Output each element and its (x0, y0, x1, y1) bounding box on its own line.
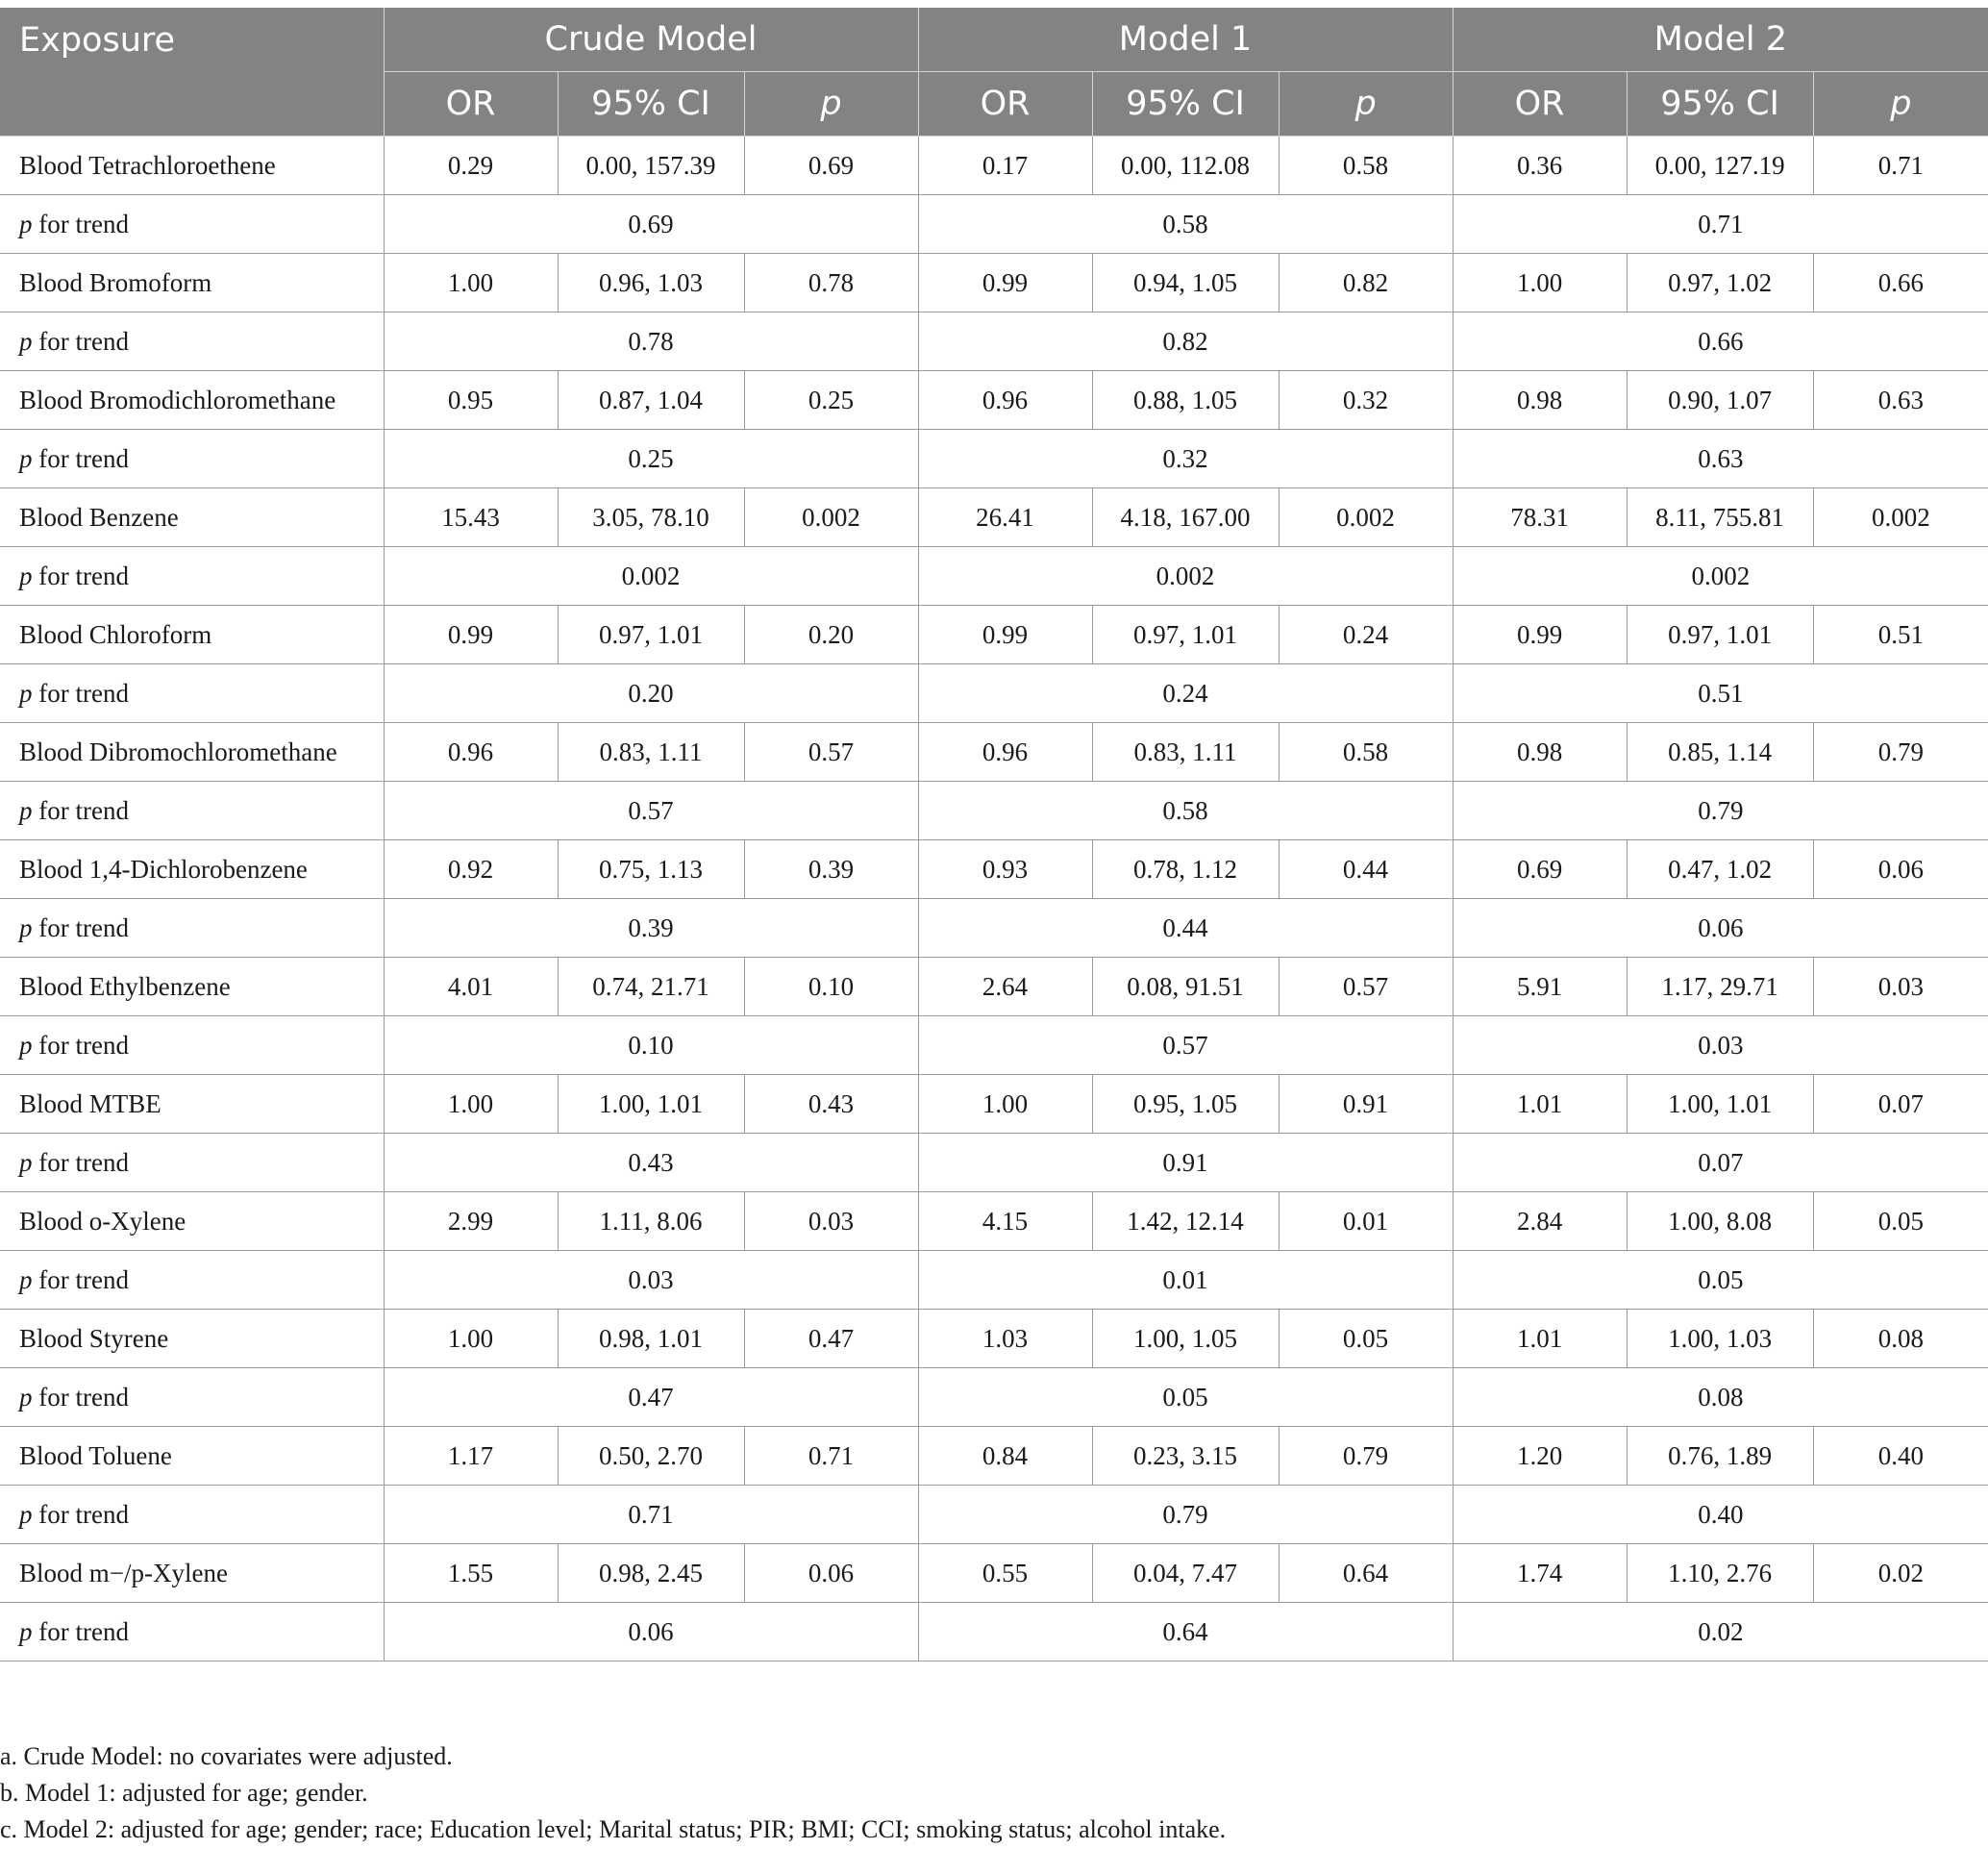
p-value: 0.78 (744, 254, 918, 312)
or-value: 0.98 (1453, 371, 1627, 430)
exposure-label: Blood Chloroform (0, 606, 384, 664)
table-row (0, 723, 1988, 782)
or-value: 1.00 (918, 1075, 1092, 1134)
trend-row (0, 1134, 1988, 1192)
or-value: 0.84 (918, 1427, 1092, 1486)
ci-value: 0.88, 1.05 (1092, 371, 1279, 430)
or-value: 1.17 (384, 1427, 558, 1486)
trend-value: 0.78 (384, 312, 918, 371)
ci-value: 0.75, 1.13 (558, 840, 744, 899)
p-value: 0.69 (744, 137, 918, 195)
trend-label-text: for trend (32, 678, 129, 708)
ci-header: 95% CI (558, 72, 744, 137)
or-value: 2.64 (918, 958, 1092, 1016)
trend-value: 0.58 (918, 195, 1453, 254)
trend-value: 0.03 (1453, 1016, 1988, 1075)
trend-value: 0.25 (384, 430, 918, 488)
trend-value: 0.05 (918, 1368, 1453, 1427)
trend-value: 0.06 (1453, 899, 1988, 958)
ci-value: 1.00, 1.01 (558, 1075, 744, 1134)
p-value: 0.03 (744, 1192, 918, 1251)
trend-label (0, 312, 384, 371)
trend-value: 0.05 (1453, 1251, 1988, 1310)
ci-value: 0.97, 1.01 (558, 606, 744, 664)
trend-label-p: p (19, 1616, 33, 1646)
trend-label-text: for trend (32, 1030, 129, 1060)
trend-value: 0.71 (384, 1486, 918, 1544)
exposure-label: Blood Benzene (0, 488, 384, 547)
trend-label-p: p (19, 1382, 33, 1412)
trend-label (0, 1368, 384, 1427)
trend-value: 0.66 (1453, 312, 1988, 371)
trend-label-p: p (19, 209, 33, 238)
exposure-label: Blood Bromodichloromethane (0, 371, 384, 430)
ci-value: 0.97, 1.01 (1627, 606, 1813, 664)
trend-value: 0.24 (918, 664, 1453, 723)
ci-value: 3.05, 78.10 (558, 488, 744, 547)
or-value: 0.29 (384, 137, 558, 195)
footnote-model1: b. Model 1: adjusted for age; gender. (0, 1779, 368, 1807)
trend-row (0, 782, 1988, 840)
p-header: p (1279, 72, 1453, 137)
or-value: 1.01 (1453, 1310, 1627, 1368)
ci-value: 0.96, 1.03 (558, 254, 744, 312)
p-value: 0.20 (744, 606, 918, 664)
trend-row (0, 1486, 1988, 1544)
trend-value: 0.63 (1453, 430, 1988, 488)
table-row (0, 1075, 1988, 1134)
p-value: 0.51 (1813, 606, 1988, 664)
trend-label (0, 547, 384, 606)
or-value: 0.69 (1453, 840, 1627, 899)
p-value: 0.01 (1279, 1192, 1453, 1251)
ci-value: 0.47, 1.02 (1627, 840, 1813, 899)
trend-row (0, 312, 1988, 371)
trend-label-text: for trend (32, 1616, 129, 1646)
exposure-label: Blood 1,4-Dichlorobenzene (0, 840, 384, 899)
exposure-label: Blood Ethylbenzene (0, 958, 384, 1016)
trend-value: 0.58 (918, 782, 1453, 840)
ci-value: 0.50, 2.70 (558, 1427, 744, 1486)
or-value: 0.99 (1453, 606, 1627, 664)
or-value: 26.41 (918, 488, 1092, 547)
ci-value: 0.87, 1.04 (558, 371, 744, 430)
or-value: 1.00 (384, 1310, 558, 1368)
p-value: 0.43 (744, 1075, 918, 1134)
ci-value: 0.04, 7.47 (1092, 1544, 1279, 1603)
trend-value: 0.20 (384, 664, 918, 723)
trend-value: 0.02 (1453, 1603, 1988, 1662)
ci-value: 0.76, 1.89 (1627, 1427, 1813, 1486)
or-value: 1.00 (1453, 254, 1627, 312)
group-header-model1: Model 1 (918, 8, 1453, 72)
p-value: 0.66 (1813, 254, 1988, 312)
p-value: 0.08 (1813, 1310, 1988, 1368)
or-value: 0.17 (918, 137, 1092, 195)
trend-value: 0.10 (384, 1016, 918, 1075)
p-value: 0.03 (1813, 958, 1988, 1016)
trend-value: 0.43 (384, 1134, 918, 1192)
trend-label (0, 195, 384, 254)
or-header: OR (1453, 72, 1627, 137)
table-body (0, 137, 1988, 1662)
ci-value: 0.00, 127.19 (1627, 137, 1813, 195)
or-value: 0.55 (918, 1544, 1092, 1603)
p-value: 0.25 (744, 371, 918, 430)
trend-value: 0.44 (918, 899, 1453, 958)
trend-value: 0.07 (1453, 1134, 1988, 1192)
p-value: 0.40 (1813, 1427, 1988, 1486)
trend-value: 0.79 (1453, 782, 1988, 840)
p-value: 0.05 (1279, 1310, 1453, 1368)
p-value: 0.06 (1813, 840, 1988, 899)
ci-value: 0.08, 91.51 (1092, 958, 1279, 1016)
ci-value: 0.78, 1.12 (1092, 840, 1279, 899)
trend-row (0, 899, 1988, 958)
or-value: 0.96 (918, 723, 1092, 782)
or-value: 0.96 (384, 723, 558, 782)
trend-value: 0.91 (918, 1134, 1453, 1192)
trend-label (0, 1134, 384, 1192)
trend-label-text: for trend (32, 1499, 129, 1529)
or-value: 2.84 (1453, 1192, 1627, 1251)
p-header: p (744, 72, 918, 137)
p-value: 0.24 (1279, 606, 1453, 664)
table-row (0, 371, 1988, 430)
table-row (0, 1544, 1988, 1603)
footnote-crude: a. Crude Model: no covariates were adjusted. (0, 1742, 453, 1770)
exposure-label: Blood o-Xylene (0, 1192, 384, 1251)
ci-value: 1.00, 1.03 (1627, 1310, 1813, 1368)
trend-label (0, 430, 384, 488)
trend-row (0, 195, 1988, 254)
p-value: 0.63 (1813, 371, 1988, 430)
or-value: 0.92 (384, 840, 558, 899)
p-value: 0.91 (1279, 1075, 1453, 1134)
p-value: 0.39 (744, 840, 918, 899)
trend-value: 0.32 (918, 430, 1453, 488)
trend-row (0, 1603, 1988, 1662)
trend-label-p: p (19, 1147, 33, 1177)
p-value: 0.44 (1279, 840, 1453, 899)
trend-value: 0.64 (918, 1603, 1453, 1662)
trend-value: 0.71 (1453, 195, 1988, 254)
ci-header: 95% CI (1627, 72, 1813, 137)
p-value: 0.06 (744, 1544, 918, 1603)
trend-value: 0.57 (918, 1016, 1453, 1075)
trend-label-p: p (19, 1499, 33, 1529)
table-row (0, 606, 1988, 664)
ci-value: 0.94, 1.05 (1092, 254, 1279, 312)
or-value: 0.96 (918, 371, 1092, 430)
ci-value: 1.10, 2.76 (1627, 1544, 1813, 1603)
p-value: 0.002 (1813, 488, 1988, 547)
table-row (0, 840, 1988, 899)
exposure-label: Blood Bromoform (0, 254, 384, 312)
ci-value: 0.90, 1.07 (1627, 371, 1813, 430)
ci-value: 0.83, 1.11 (558, 723, 744, 782)
ci-value: 8.11, 755.81 (1627, 488, 1813, 547)
exposure-label: Blood m−/p-Xylene (0, 1544, 384, 1603)
or-value: 1.00 (384, 254, 558, 312)
trend-row (0, 1016, 1988, 1075)
ci-value: 0.00, 112.08 (1092, 137, 1279, 195)
exposure-label: Blood MTBE (0, 1075, 384, 1134)
p-value: 0.05 (1813, 1192, 1988, 1251)
trend-label-p: p (19, 795, 33, 825)
trend-row (0, 430, 1988, 488)
p-value: 0.64 (1279, 1544, 1453, 1603)
results-table (0, 8, 1988, 1662)
or-value: 0.36 (1453, 137, 1627, 195)
trend-value: 0.82 (918, 312, 1453, 371)
exposure-label: Blood Styrene (0, 1310, 384, 1368)
p-value: 0.58 (1279, 137, 1453, 195)
table-row (0, 488, 1988, 547)
trend-label-text: for trend (32, 1264, 129, 1294)
p-value: 0.58 (1279, 723, 1453, 782)
ci-value: 0.95, 1.05 (1092, 1075, 1279, 1134)
or-header: OR (384, 72, 558, 137)
trend-value: 0.002 (1453, 547, 1988, 606)
ci-value: 0.97, 1.02 (1627, 254, 1813, 312)
ci-value: 4.18, 167.00 (1092, 488, 1279, 547)
trend-value: 0.06 (384, 1603, 918, 1662)
p-value: 0.82 (1279, 254, 1453, 312)
ci-value: 0.85, 1.14 (1627, 723, 1813, 782)
or-value: 1.00 (384, 1075, 558, 1134)
trend-label (0, 664, 384, 723)
ci-value: 0.98, 1.01 (558, 1310, 744, 1368)
p-value: 0.57 (744, 723, 918, 782)
trend-value: 0.47 (384, 1368, 918, 1427)
or-value: 0.98 (1453, 723, 1627, 782)
trend-value: 0.39 (384, 899, 918, 958)
or-value: 0.99 (918, 606, 1092, 664)
p-header: p (1813, 72, 1988, 137)
trend-value: 0.51 (1453, 664, 1988, 723)
or-value: 1.03 (918, 1310, 1092, 1368)
table-row (0, 1192, 1988, 1251)
p-value: 0.57 (1279, 958, 1453, 1016)
group-header-crude: Crude Model (384, 8, 918, 72)
ci-value: 0.74, 21.71 (558, 958, 744, 1016)
or-header: OR (918, 72, 1092, 137)
or-value: 0.93 (918, 840, 1092, 899)
trend-row (0, 547, 1988, 606)
table-row (0, 1310, 1988, 1368)
trend-value: 0.08 (1453, 1368, 1988, 1427)
trend-value: 0.69 (384, 195, 918, 254)
or-value: 4.01 (384, 958, 558, 1016)
ci-value: 0.97, 1.01 (1092, 606, 1279, 664)
or-value: 5.91 (1453, 958, 1627, 1016)
trend-value: 0.03 (384, 1251, 918, 1310)
p-value: 0.10 (744, 958, 918, 1016)
trend-label (0, 1486, 384, 1544)
trend-label-text: for trend (32, 326, 129, 356)
trend-label (0, 1603, 384, 1662)
trend-label-p: p (19, 561, 33, 590)
exposure-label: Blood Dibromochloromethane (0, 723, 384, 782)
ci-header: 95% CI (1092, 72, 1279, 137)
or-value: 78.31 (1453, 488, 1627, 547)
p-value: 0.002 (744, 488, 918, 547)
ci-value: 1.00, 1.05 (1092, 1310, 1279, 1368)
or-value: 2.99 (384, 1192, 558, 1251)
or-value: 1.20 (1453, 1427, 1627, 1486)
trend-label (0, 1251, 384, 1310)
group-header-model2: Model 2 (1453, 8, 1988, 72)
footnote-model2: c. Model 2: adjusted for age; gender; race; Education level; Marital status; PIR; BMI; CCI; smoking status; alcohol intake. (0, 1815, 1227, 1843)
trend-row (0, 664, 1988, 723)
or-value: 15.43 (384, 488, 558, 547)
trend-value: 0.002 (384, 547, 918, 606)
trend-label-text: for trend (32, 443, 129, 473)
ci-value: 0.98, 2.45 (558, 1544, 744, 1603)
or-value: 4.15 (918, 1192, 1092, 1251)
ci-value: 1.17, 29.71 (1627, 958, 1813, 1016)
trend-value: 0.40 (1453, 1486, 1988, 1544)
ci-value: 1.11, 8.06 (558, 1192, 744, 1251)
p-value: 0.79 (1813, 723, 1988, 782)
trend-value: 0.01 (918, 1251, 1453, 1310)
table-header (0, 8, 1988, 137)
p-value: 0.79 (1279, 1427, 1453, 1486)
trend-label (0, 1016, 384, 1075)
trend-row (0, 1368, 1988, 1427)
p-value: 0.07 (1813, 1075, 1988, 1134)
exposure-label: Blood Tetrachloroethene (0, 137, 384, 195)
p-value: 0.32 (1279, 371, 1453, 430)
trend-label-text: for trend (32, 1382, 129, 1412)
trend-label-p: p (19, 1264, 33, 1294)
table-row (0, 958, 1988, 1016)
trend-label-p: p (19, 1030, 33, 1060)
exposure-label: Blood Toluene (0, 1427, 384, 1486)
trend-value: 0.002 (918, 547, 1453, 606)
trend-label-p: p (19, 443, 33, 473)
table-row (0, 254, 1988, 312)
table-footnotes (0, 1738, 1226, 1848)
trend-label-p: p (19, 326, 33, 356)
or-value: 0.99 (918, 254, 1092, 312)
ci-value: 0.00, 157.39 (558, 137, 744, 195)
ci-value: 0.23, 3.15 (1092, 1427, 1279, 1486)
or-value: 0.95 (384, 371, 558, 430)
table-row (0, 1427, 1988, 1486)
trend-row (0, 1251, 1988, 1310)
trend-label-p: p (19, 912, 33, 942)
or-value: 1.01 (1453, 1075, 1627, 1134)
ci-value: 1.00, 8.08 (1627, 1192, 1813, 1251)
ci-value: 1.42, 12.14 (1092, 1192, 1279, 1251)
or-value: 1.74 (1453, 1544, 1627, 1603)
trend-label-text: for trend (32, 561, 129, 590)
trend-label (0, 899, 384, 958)
or-value: 1.55 (384, 1544, 558, 1603)
p-value: 0.71 (744, 1427, 918, 1486)
trend-value: 0.57 (384, 782, 918, 840)
trend-label-text: for trend (32, 1147, 129, 1177)
trend-label-text: for trend (32, 912, 129, 942)
p-value: 0.02 (1813, 1544, 1988, 1603)
or-value: 0.99 (384, 606, 558, 664)
ci-value: 0.83, 1.11 (1092, 723, 1279, 782)
p-value: 0.002 (1279, 488, 1453, 547)
trend-label-text: for trend (32, 795, 129, 825)
trend-label (0, 782, 384, 840)
p-value: 0.71 (1813, 137, 1988, 195)
trend-value: 0.79 (918, 1486, 1453, 1544)
table-row (0, 137, 1988, 195)
exposure-header: Exposure (0, 8, 384, 137)
p-value: 0.47 (744, 1310, 918, 1368)
trend-label-text: for trend (32, 209, 129, 238)
ci-value: 1.00, 1.01 (1627, 1075, 1813, 1134)
trend-label-p: p (19, 678, 33, 708)
